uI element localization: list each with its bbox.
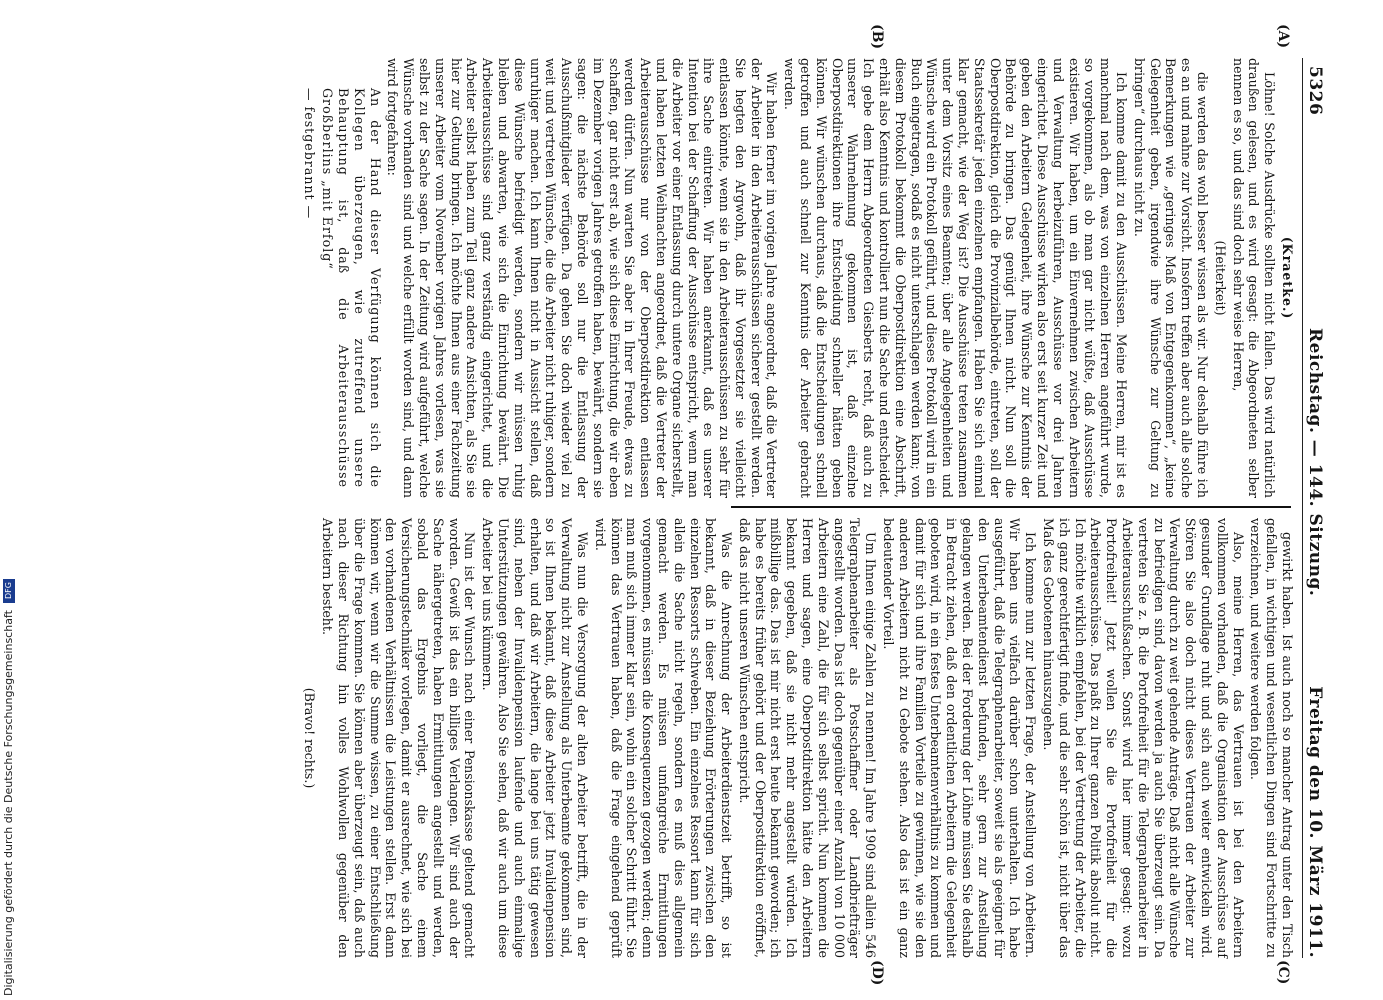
- digitization-credit: [2, 582, 20, 996]
- credit-text: Digitalisierung gefördert durch die Deutsche Forschungsgemeinschaft: [2, 610, 15, 996]
- margin-letter-c: (C): [1275, 960, 1291, 985]
- page-number: 5326: [1305, 66, 1325, 116]
- paragraph: gewirkt haben. Ist auch noch so mancher Antrag unter den Tisch gefallen, in wichtigen und wesentlichen Dingen sind Fortschritte zu verzeichnen, und weitere werden folgen.: [1248, 518, 1295, 958]
- session-date: Freitag den 10. März 1911.: [1305, 686, 1325, 958]
- paragraph: Ich komme nun zur letzten Frage, der Anstellung von Arbeitern. Wir haben uns vielfach darüber schon unterhalten. Ich habe ausgeführt, daß die Telegraphenarbeiter, soweit sie als geeignet für den Unterbeamtendienst befunden, sehr gern zur Anstellung gelangen werden. Bei der Forderung der Löhne müssen Sie deshalb in Betracht ziehen, daß den ordentlichen Arbeitern die Gelegenheit geboten wird, in ein festes Unterbeamtenverhältnis zu kommen und damit für sich und ihre Familien Vorteile zu gewinnen, wie sie den anderen Arbeitern nicht zu Gebote stehen. Also das ist ein ganz bedeutender Vorteil.: [881, 518, 1039, 958]
- paragraph: Ich komme damit zu den Ausschüssen. Meine Herren, mir ist es manchmal nach dem, was von einzelnen Herren angeführt wurde, so vorgekommen, als ob man gar nicht wüßte, daß Ausschüsse existieren. Wir haben, um ein Einvernehmen zwischen Arbeitern und Verwaltung herbeizuführen, Ausschüsse vor drei Jahren eingerichtet. Diese Ausschüsse wirken also erst seit kurzer Zeit und geben den Arbeitern Gelegenheit, ihre Wünsche zur Kenntnis der Behörde zu bringen. Das genügt Ihnen nicht. Nun soll die Oberpostdirektion, gleich die Provinzialbehörde, eintreten, soll der Staatssekretär jeden einzelnen empfangen. Haben Sie sich einmal klar gemacht, wie der Weg ist? Die Ausschüsse treten zusammen unter dem Vorsitz eines Beamten; über alle Angelegenheiten und Wünsche wird ein Protokoll geführt, und dieses Protokoll wird in ein Buch eingetragen, sodaß es nicht unterschlagen werden kann; von diesem Protokoll bekommt die Oberpostdirektion eine Abschrift, erhält also Kenntnis und kontrolliert nun die Sache und entscheidet. Ich gebe dem Herrn Abgeordneten Giesberts recht, daß auch zu unserer Wahrnehmung gekommen ist, daß einzelne Oberpostdirektionen ihre Entscheidung schneller hätten geben können. Wir wünschen durchaus, daß die Entscheidungen schnell getroffen und auch schnell zur Kenntnis der Arbeiter gebracht werden.: [782, 58, 1130, 498]
- paragraph: Löhne! Solche Ausdrücke sollten nicht fallen. Das wird natürlich draußen gelesen, und es wird gesagt: die Abgeordneten selber nennen es so, und das sind doch sehr weise Herren,: [1230, 58, 1278, 498]
- margin-letter-d: (D): [869, 960, 885, 986]
- left-column: [302, 58, 1295, 498]
- session-title: Reichstag. — 144. Sitzung.: [1305, 328, 1325, 597]
- paragraph: die werden das wohl besser wissen als wir. Nur deshalb führe ich es an und mahne zur Vorsicht. Insofern treffen aber auch alle solche Bemerkungen wie „geringes Maß von Entgegenkommen“, „keine Gelegenheit geben, irgendwie ihre Wünsche zur Geltung zu bringen“ durchaus nicht zu.: [1131, 58, 1211, 498]
- speaker-label: (Kraetke.): [1280, 236, 1295, 320]
- paragraph: Was die Anrechnung der Arbeiterdienstzeit betrifft, so ist bekannt, daß in dieser Beziehung Erörterungen zwischen den einzelnen Ressorts schweben. Ein einzelnes Ressort kann für sich allein die Sache nicht regeln, sondern es muß dies allgemein gemacht werden. Es müssen umfangreiche Ermittlungen vorgenommen, es müssen die Konsequenzen gezogen werden; denn man muß sich immer klar sein, wohin ein solcher Schritt führt. Sie können das Vertrauen haben, daß die Frage eingehend geprüft wird.: [592, 518, 735, 958]
- paragraph: Wir haben ferner im vorigen Jahre angeordnet, daß die Vertreter der Arbeiter in den Arbeiterausschüssen sicherer gestellt werden. Sie hegten den Argwohn, daß ihr Vorgesetzter sie vielleicht entlassen könnte, wenn sie in den Arbeiterausschüssen zu sehr für ihre Sache eintreten. Wir haben anerkannt, daß es unserer Intention bei der Schaffung der Ausschüsse entspricht, wenn man die Arbeiter vor einer Entlassung durch untere Organe sicherstellt, und haben letzten Weihnachten angeordnet, daß die Vertreter der Arbeiterausschüsse nur von der Oberpostdirektion entlassen werden dürfen. Nun warten Sie aber in Ihrer Freude, etwas zu schaffen, gar nicht erst ab, wie sich diese Einrichtung, die wir eben im Dezember vorigen Jahres getroffen haben, bewährt, sondern sie sagen: die nächste Behörde soll nur die Entlassung der Ausschußmitglieder verfügen. Da gehen Sie doch wieder viel zu weit und vertreten Wünsche, die die Arbeiter nicht ruhiger, sondern unruhiger machen. Ich kann Ihnen nicht in Aussicht stellen, daß diese Wünsche befriedigt werden, sondern wir müssen ruhig bleiben und abwarten, wie sich die Einrichtung bewährt. Die Arbeiterausschüsse sind ganz verständig eingerichtet, und die Arbeiter selbst haben zum Teil ganz andere Ansichten, als Sie sie hier zur Geltung bringen. Ich möchte Ihnen aus einer Fachzeitung unserer Arbeiter vom November vorigen Jahres vorlesen, was sie selbst zu der Sache sagen. In der Zeitung wird aufgeführt, welche Wünsche vorhanden sind und welche erfüllt worden sind, und dann wird fortgefahren:: [385, 58, 780, 498]
- right-column: [302, 518, 1295, 958]
- margin-letter-a: (A): [1275, 24, 1291, 49]
- applause-note: (Bravo! rechts.): [302, 687, 318, 789]
- rotated-page-content: [65, 24, 1325, 986]
- dfg-logo: DFG: [3, 579, 15, 603]
- interjection: (Heiterkeit): [1212, 240, 1228, 316]
- margin-letter-b: (B): [869, 24, 885, 50]
- paragraph: Was nun die Versorgung der alten Arbeiter betrifft, die in der Verwaltung nicht zur Anstellung als Unterbeamte gekommen sind, so ist Ihnen bekannt, daß diese Arbeiter jetzt Invalidenpension erhalten, und daß wir Arbeitern, die lange bei uns tätig gewesen sind, neben der Invalidenpension laufende und auch einmalige Unterstützungen gewähren. Also Sie sehen, daß wir auch um diese Arbeiter bei uns kümmern.: [480, 518, 590, 958]
- column-divider: [731, 506, 1291, 508]
- header-rule: [1302, 58, 1303, 958]
- paragraph: Also, meine Herren, das Vertrauen ist bei den Arbeitern vollkommen vorhanden, daß die Organisation der Ausschüsse auf gesunder Grundlage ruht und sich auch weiter entwickeln wird. Stören Sie also doch nicht dieses Vertrauen der Arbeiter zur Verwaltung durch zu weit gehende Anträge. Daß nicht alle Wünsche zu befriedigen sind, davon werden ja auch Sie überzeugt sein. Da vertreten Sie z. B. die Portofreiheit für die Telegraphenarbeiter in Arbeiterausschußsachen. Sonst wird hier immer gesagt: wozu Portofreiheit! Jetzt wollen Sie die Portofreiheit für die Arbeiterausschüsse. Das paßt zu Ihrer ganzen Politik absolut nicht. Ich möchte wirklich empfehlen, bei der Vertretung der Arbeiter, die ich ganz gerechtfertigt finde, und die sehr schön ist, nicht über das Maß des Gebotenen hinauszugehen.: [1041, 518, 1246, 958]
- paragraph: Um Ihnen einige Zahlen zu nennen! Im Jahre 1909 sind allein 546 Telegraphenarbeiter als Postschaffner oder Landbriefträger angestellt worden. Das ist doch gegenüber einer Anzahl von 10 000 Arbeitern eine Zahl, die für sich selbst spricht. Nun kommen die Herren und sagen, eine Oberpostdirektion hätte den Arbeitern bekannt gegeben, daß sie nicht mehr angestellt würden. Ich mißbillige das. Das ist mir nicht erst heute bekannt geworden; ich habe es bereits früher gehört und der Oberpostdirektion eröffnet, daß das nicht unseren Wünschen entspricht.: [736, 518, 879, 958]
- quotation-end: — festgebrannt —: [302, 88, 318, 220]
- running-header: [1301, 58, 1325, 958]
- quotation: An der Hand dieser Verfügung können sich die Kollegen überzeugen, wie zutreffend unsere Behauptung ist, daß die Arbeiterausschüsse Großberlins „mit Erfolg“: [320, 88, 383, 488]
- paragraph: Nun ist der Wunsch nach einer Pensionskasse geltend gemacht worden. Gewiß ist das ein billiges Verlangen. Wir sind auch der Sache nähergetreten, haben Ermittlungen angestellt und werden, sobald das Ergebnis vorliegt, die Sache einem Versicherungstechniker vorlegen, damit er ausrechnet, wie sich bei den vorhandenen Verhältnissen die Leistungen stellen. Erst dann können wir, wenn wir die Summe wissen, zu einer Entschließung über die Frage kommen. Sie können aber überzeugt sein, daß auch nach dieser Richtung hin volles Wohlwollen gegenüber den Arbeitern besteht.: [320, 518, 478, 958]
